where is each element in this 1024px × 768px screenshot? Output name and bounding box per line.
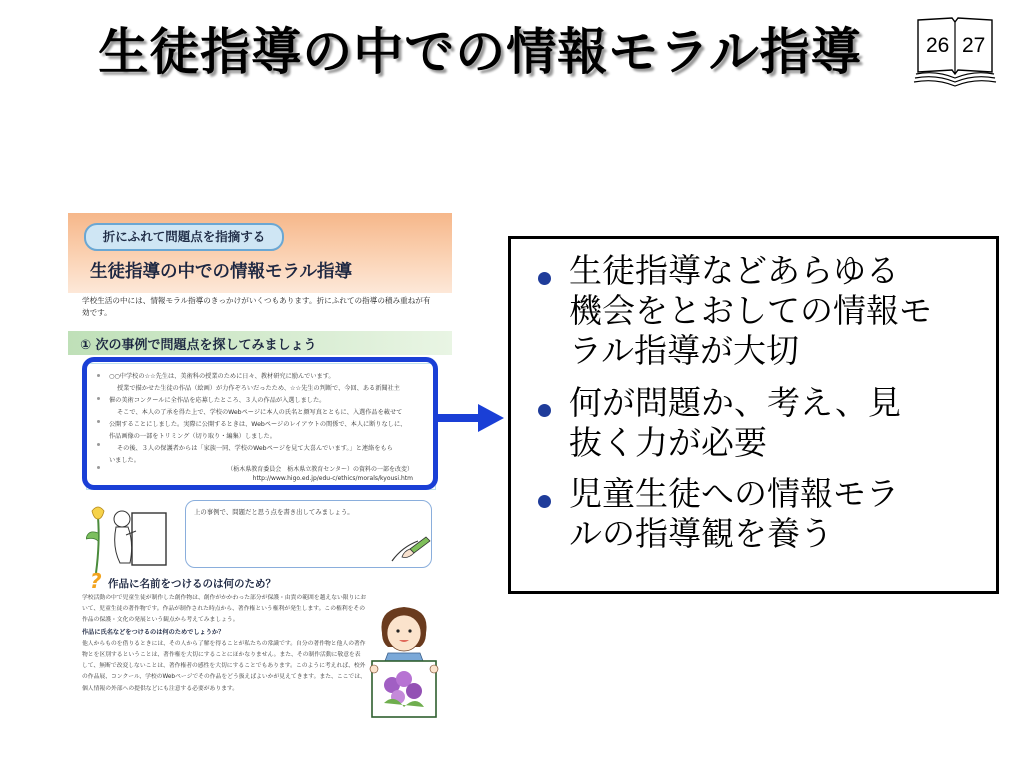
bullet-3-line-1: 児童生徒への情報モラ xyxy=(569,474,899,513)
booklet-tag: 折にふれて問題点を指摘する xyxy=(84,223,284,251)
bullet-1-line-1: 生徒指導などあらゆる xyxy=(569,251,899,290)
right-arrow-icon xyxy=(438,402,506,434)
case-line: その後、３人の保護者からは「家族一同、学校のWebページを見て大喜んでいます。」と連絡をもら xyxy=(117,445,393,452)
student-drawing-illustration xyxy=(86,503,178,577)
page-number-right: 27 xyxy=(962,34,986,57)
case-line: 授業で描かせた生徒の作品（絵画）が力作ぞろいだったため、☆☆先生の判断で、今回、ある新聞社主 xyxy=(117,385,400,392)
case-line: いました。 xyxy=(109,457,140,464)
bullet-dot xyxy=(538,404,551,417)
case-line: 公開することにしました。実際に公開するときは、Webページのレイアウトの関係で、本人に断りなしに、 xyxy=(109,421,407,428)
question-body xyxy=(82,593,366,695)
bullet-1-line-2: 機会をとおしての情報モ xyxy=(569,291,932,330)
bullet-dot xyxy=(538,272,551,285)
bullet-2-line-1: 何が問題か、考え、見 xyxy=(569,383,901,422)
bullet-2-line-2: 抜く力が必要 xyxy=(569,423,767,462)
question-subheading: 作品に氏名などをつけるのは何のためでしょうか？ xyxy=(82,628,225,636)
key-points-box xyxy=(508,236,999,594)
pencil-hand-icon xyxy=(388,535,432,565)
question-title: 作品に名前をつけるのは何のため？ xyxy=(108,578,276,590)
case-line: そこで、本人の了承を得た上で、学校のWebページに本人の氏名と顔写真とともに、入選作品を載せて xyxy=(117,409,403,416)
page-number-left: 26 xyxy=(926,34,950,57)
highlight-frame xyxy=(82,357,438,490)
booklet-intro: 学校生活の中には、情報モラル指導のきっかけがいくつもあります。折にふれての指導の積み重ねが有効です。 xyxy=(82,296,431,317)
question-mark-icon: ? xyxy=(90,569,102,593)
open-book-icon xyxy=(912,14,998,92)
bullet-item-1 xyxy=(569,251,979,371)
booklet-section-label: ① 次の事例で問題点を探してみましょう xyxy=(80,338,317,353)
case-line: ○○中学校の☆☆先生は、美術科の授業のために日々、教材研究に励んでいます。 xyxy=(109,373,335,380)
case-source: （栃木県教育委員会 栃木県立教育センター）の資料の一部を改変） xyxy=(227,466,413,473)
bullet-1-line-3: ラル指導が大切 xyxy=(569,331,800,370)
case-source-url: http://www.higo.ed.jp/edu-c/ethics/morals/kyousi.htm xyxy=(252,475,413,482)
question-body-1: 学校活動の中で児童生徒が制作した創作物は、創作がかかわった部分が保護・由貴の範囲を越えない限りにおいて、児童生徒の著作物です。作品が制作された時点から、著作権という権利が発生します。この権利をその作品の保護・文化の発展という観点から考えてみましょう。 xyxy=(82,595,366,624)
booklet-heading: 生徒指導の中での情報モラル指導 xyxy=(90,262,352,282)
bullet-item-2 xyxy=(569,383,979,463)
girl-holding-painting-illustration xyxy=(364,603,444,721)
answer-prompt: 上の事例で、問題だと思う点を書き出してみましょう。 xyxy=(194,508,354,516)
case-line: 催の美術コンクールに全作品を応募したところ、３人の作品が入選しました。 xyxy=(109,397,326,404)
bullet-dot xyxy=(538,495,551,508)
question-body-2: 他人からものを借りるときには、その人から了解を得ることが私たちの常識です。自分の著作物と他人の著作物とを区別するということは、著作権を大切にすることにほかなりません。また、その制作活動に敬意を表して、無断で改変しないことは、著作権者の感性を大切にすることでもあります。このように考えれば、校外の作品展、コンクール、学校のWebページでその作品をどう扱えばよいかが見えてきます。また、ここでは、個人情報の外部への提供などにも注意する必要があります。 xyxy=(82,640,366,692)
slide-title: 生徒指導の中での情報モラル指導 xyxy=(98,23,862,81)
bullet-3-line-2: ルの指導観を養う xyxy=(569,514,833,553)
case-line: 作品画像の一部をトリミング（切り取り・編集）しました。 xyxy=(109,433,276,440)
booklet-section-band xyxy=(68,331,452,355)
bullet-item-3 xyxy=(569,474,979,554)
